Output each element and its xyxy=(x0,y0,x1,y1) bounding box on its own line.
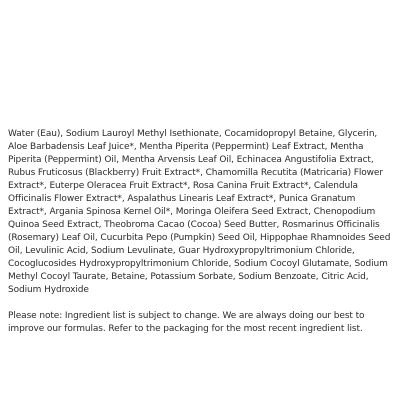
disclaimer-note: Please note: Ingredient list is subject to change. We are always doing our best to improve our formulas. Refer to the packaging for the most recent ingredient list. xyxy=(8,311,365,334)
ingredients-section xyxy=(8,128,394,336)
ingredient-list: Water (Eau), Sodium Lauroyl Methyl Isethionate, Cocamidopropyl Betaine, Glycerin, Aloe Barbadensis Leaf Juice*, Mentha Piperita (Peppermint) Leaf Extract, Mentha Piperita (Peppermint) Oil, Mentha Arvensis Leaf Oil, Echinacea Angustifolia Extract, Rubus Fruticosus (Blackberry) Fruit Extract*, Chamomilla Recutita (Matricaria) Flower Extract*, Euterpe Oleracea Fruit Extract*, Rosa Canina Fruit Extract*, Calendula Officinalis Flower Extract*, Aspalathus Linearis Leaf Extract*, Punica Granatum Extract*, Argania Spinosa Kernel Oil*, Moringa Oleifera Seed Extract, Chenopodium Quinoa Seed Extract, Theobroma Cacao (Cocoa) Seed Butter, Rosmarinus Officinalis (Rosemary) Leaf Oil, Cucurbita Pepo (Pumpkin) Seed Oil, Hippophae Rhamnoides Seed Oil, Levulinic Acid, Sodium Levulinate, Guar Hydroxypropyltrimonium Chloride, Cocoglucosides Hydroxypropyltrimonium Chloride, Sodium Cocoyl Glutamate, Sodium Methyl Cocoyl Taurate, Betaine, Potassium Sorbate, Sodium Benzoate, Citric Acid, Sodium Hydroxide xyxy=(8,129,391,295)
